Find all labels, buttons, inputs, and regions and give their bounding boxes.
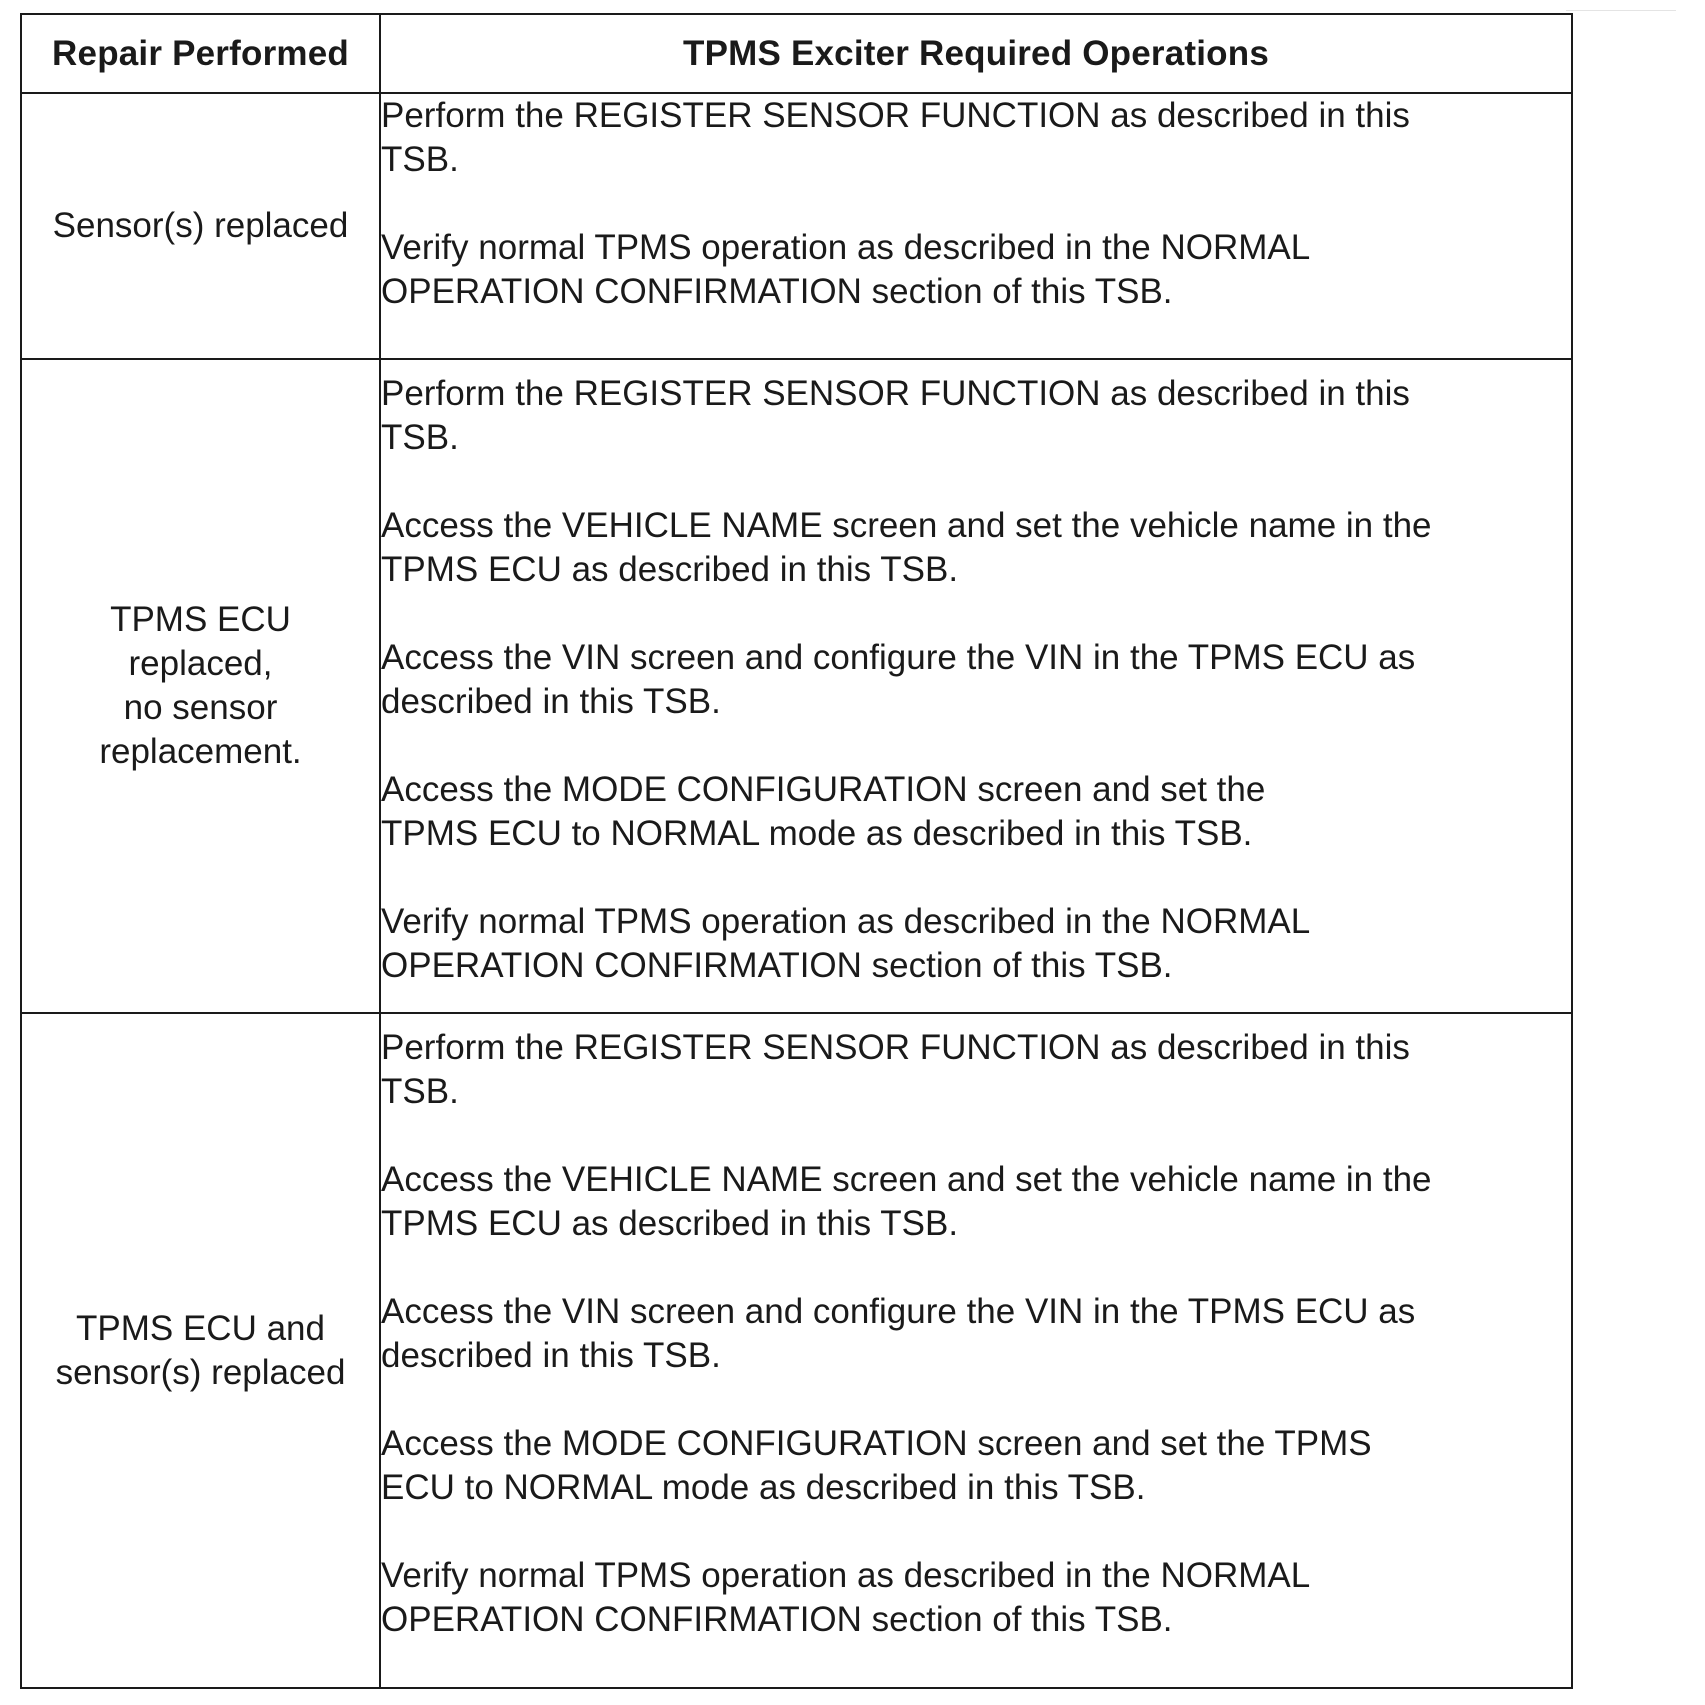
repair-cell — [21, 93, 380, 359]
tpms-operations-table — [20, 13, 1573, 1689]
operations-cell — [380, 93, 1572, 359]
operation-step: Verify normal TPMS operation as described in the NORMAL OPERATION CONFIRMATION section of this TSB. — [381, 902, 1311, 985]
repair-cell — [21, 359, 380, 1013]
operation-step: Perform the REGISTER SENSOR FUNCTION as described in this TSB. — [381, 96, 1410, 179]
operation-step: Access the MODE CONFIGURATION screen and set the TPMS ECU to NORMAL mode as described in this TSB. — [381, 1424, 1372, 1507]
operation-step: Perform the REGISTER SENSOR FUNCTION as described in this TSB. — [381, 1028, 1410, 1111]
repair-label: TPMS ECU and sensor(s) replaced — [55, 1308, 346, 1392]
table-header-row — [21, 14, 1572, 93]
operation-step: Perform the REGISTER SENSOR FUNCTION as described in this TSB. — [381, 374, 1410, 457]
operation-step: Verify normal TPMS operation as described in the NORMAL OPERATION CONFIRMATION section of this TSB. — [381, 228, 1311, 311]
table-row — [21, 93, 1572, 359]
page-edge-line — [1566, 10, 1676, 11]
repair-label: TPMS ECU replaced, no sensor replacement. — [99, 600, 302, 771]
operation-step: Access the VEHICLE NAME screen and set the vehicle name in the TPMS ECU as described in this TSB. — [381, 1160, 1432, 1243]
operation-step: Access the VEHICLE NAME screen and set the vehicle name in the TPMS ECU as described in this TSB. — [381, 506, 1432, 589]
operation-step: Access the VIN screen and configure the VIN in the TPMS ECU as described in this TSB. — [381, 638, 1416, 721]
operation-step: Access the VIN screen and configure the VIN in the TPMS ECU as described in this TSB. — [381, 1292, 1416, 1375]
operations-cell — [380, 1013, 1572, 1688]
operation-step: Access the MODE CONFIGURATION screen and set the TPMS ECU to NORMAL mode as described in this TSB. — [381, 770, 1266, 853]
operation-step: Verify normal TPMS operation as described in the NORMAL OPERATION CONFIRMATION section of this TSB. — [381, 1556, 1311, 1639]
table-row — [21, 359, 1572, 1013]
repair-label: Sensor(s) replaced — [52, 206, 349, 245]
header-exciter-operations: TPMS Exciter Required Operations — [380, 14, 1572, 93]
table-row — [21, 1013, 1572, 1688]
header-repair-performed: Repair Performed — [21, 14, 380, 93]
operations-cell — [380, 359, 1572, 1013]
repair-cell — [21, 1013, 380, 1688]
